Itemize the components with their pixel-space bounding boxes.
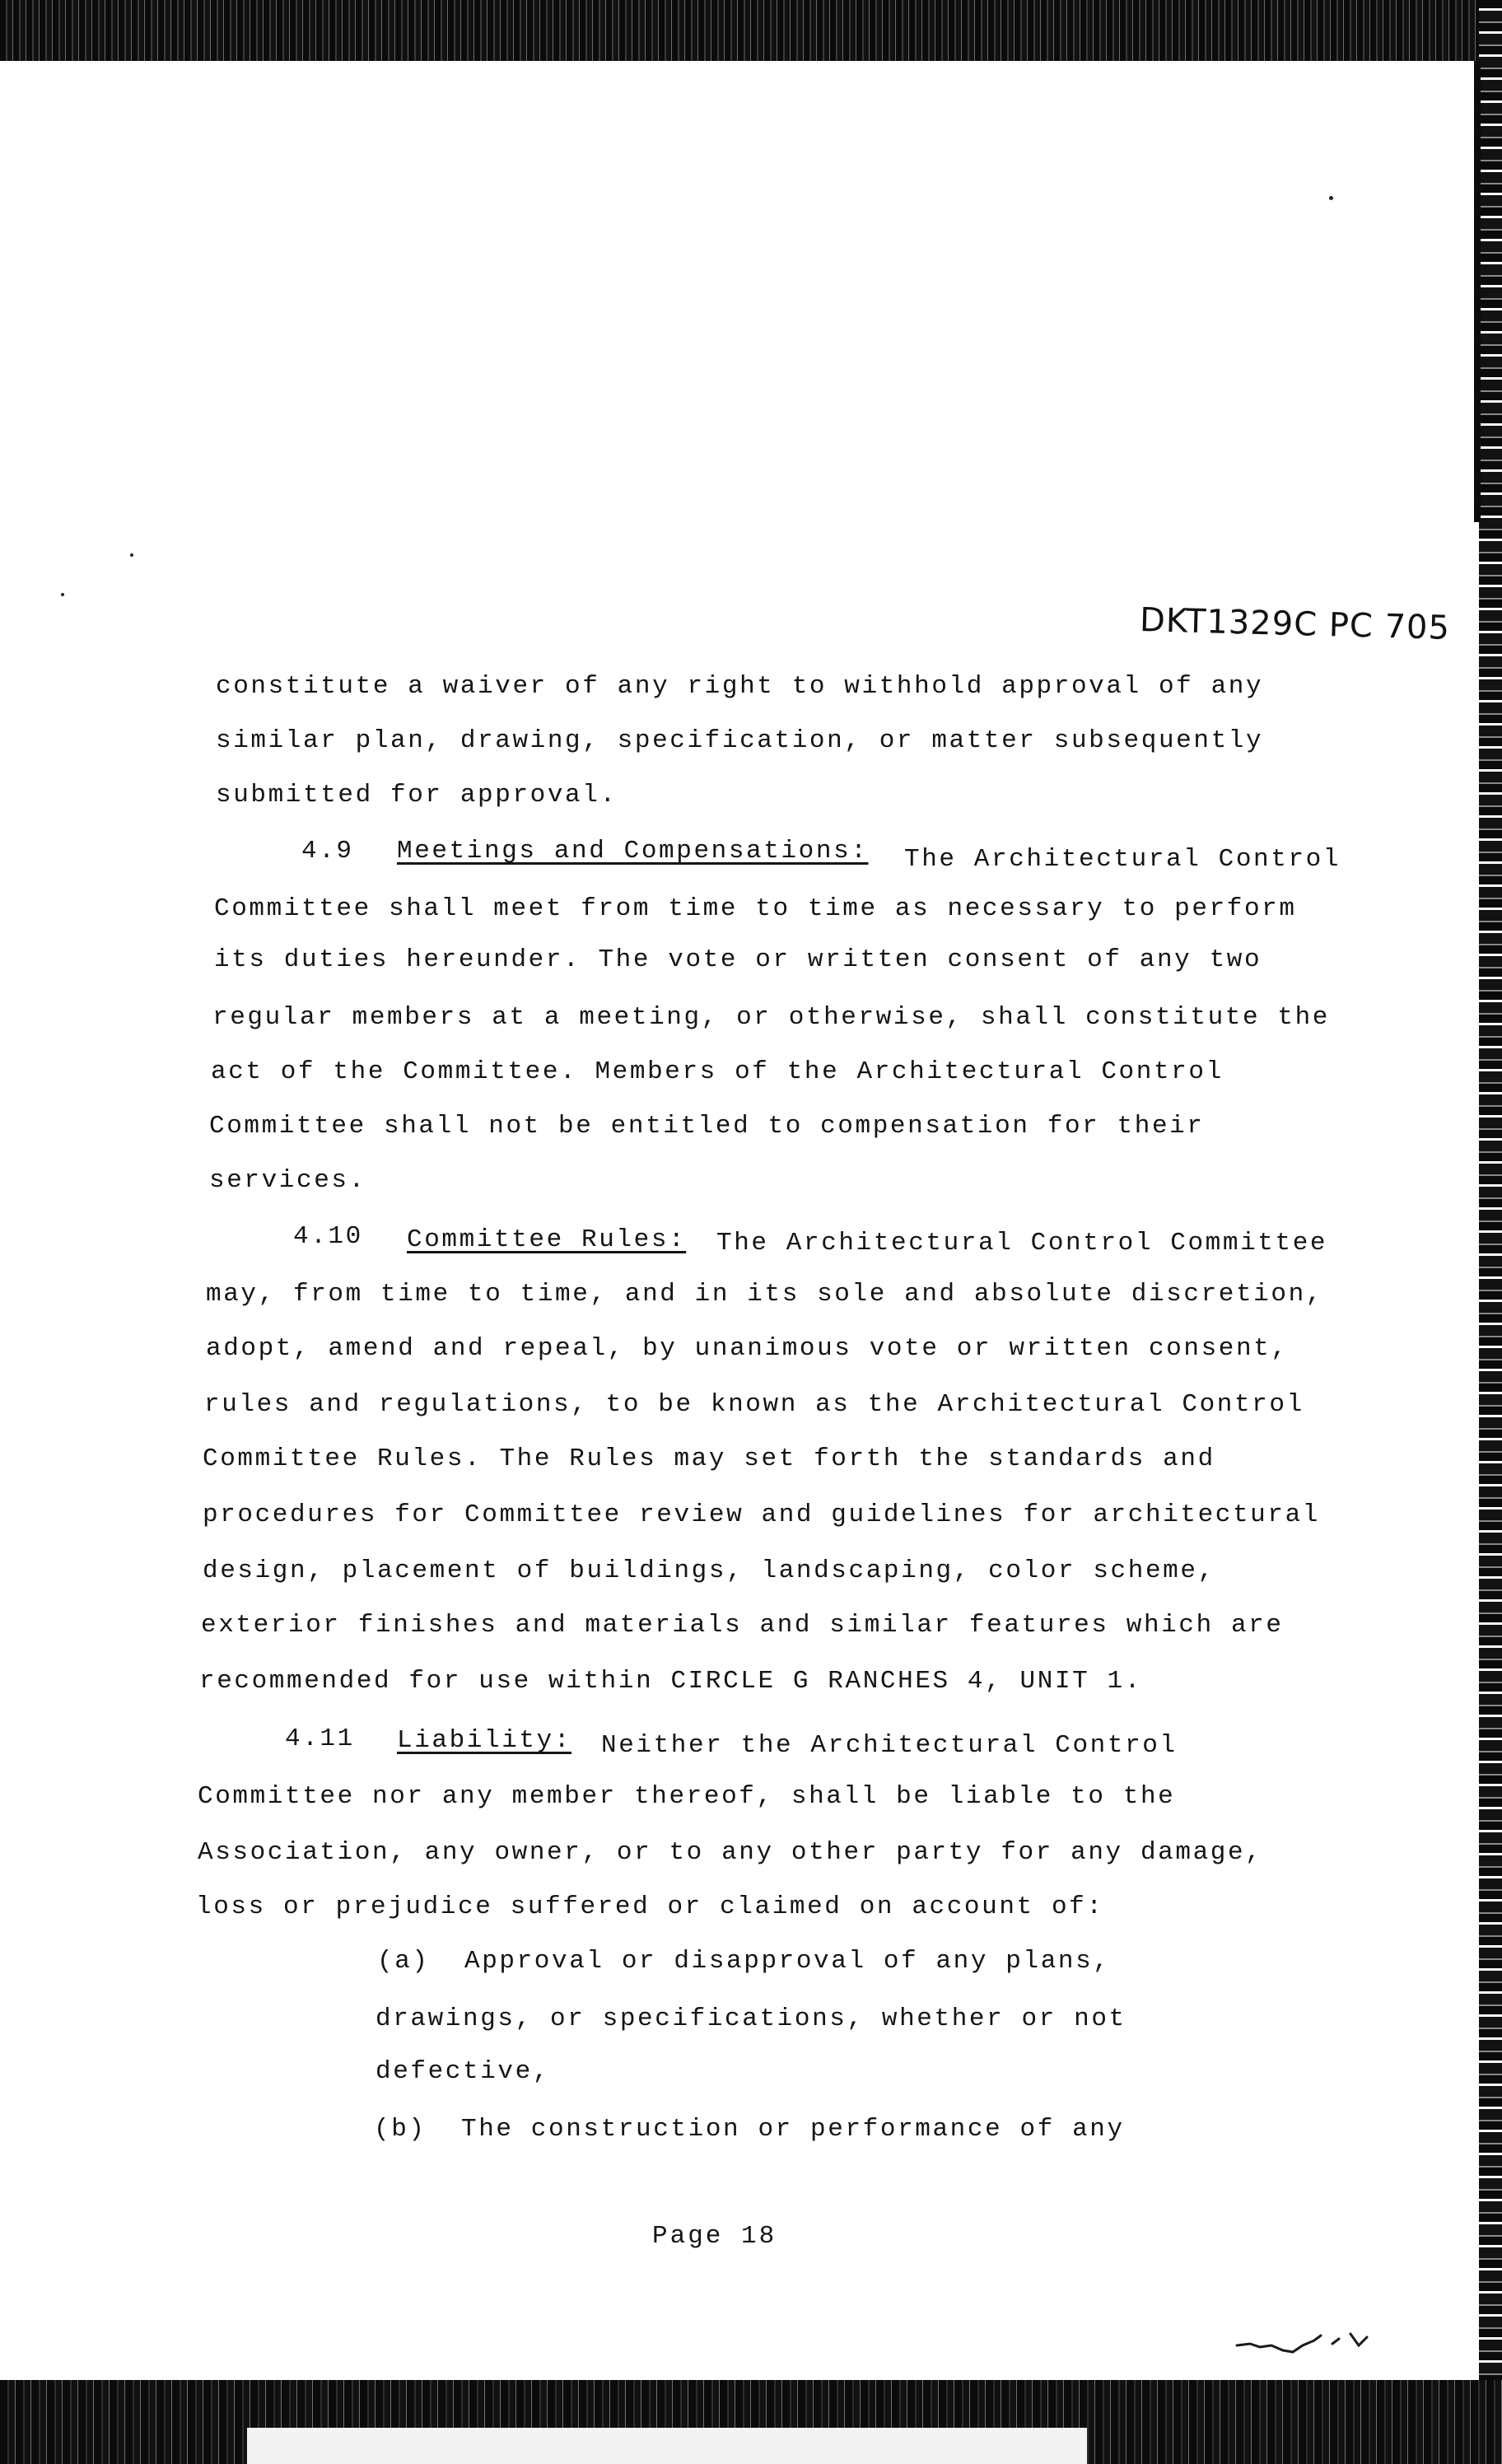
text-line: exterior finishes and materials and similar features which are	[201, 1611, 1284, 1640]
section-number: 4.11	[285, 1724, 355, 1753]
text-line: Association, any owner, or to any other party for any damage,	[198, 1838, 1263, 1867]
section-heading: Meetings and Compensations:	[397, 837, 869, 866]
text-line: its duties hereunder. The vote or written consent of any two	[214, 945, 1262, 974]
text-line: adopt, amend and repeal, by unanimous vote or written consent,	[206, 1334, 1289, 1363]
list-item-text: drawings, or specifications, whether or not	[376, 2004, 1126, 2033]
list-item-label: (b)	[374, 2115, 427, 2144]
text-line: constitute a waiver of any right to withhold approval of any	[216, 672, 1264, 701]
section-heading: Committee Rules:	[407, 1225, 687, 1254]
scan-speck	[61, 593, 64, 596]
text-line: Neither the Architectural Control	[601, 1731, 1178, 1760]
text-line: may, from time to time, and in its sole and absolute discretion,	[206, 1280, 1323, 1309]
list-item-text: The construction or performance of any	[461, 2115, 1125, 2144]
text-line: services.	[209, 1166, 366, 1195]
text-line: procedures for Committee review and guidelines for architectural	[203, 1500, 1320, 1529]
text-line: regular members at a meeting, or otherwise, shall constitute the	[212, 1003, 1330, 1032]
text-line: The Architectural Control	[904, 845, 1341, 874]
scan-bottom-strip	[247, 2428, 1087, 2464]
scan-speck	[1329, 196, 1333, 200]
text-line: submitted for approval.	[216, 781, 618, 810]
scan-speck	[130, 553, 133, 557]
text-line: design, placement of buildings, landscaping, color scheme,	[203, 1556, 1215, 1585]
page-number: Page 18	[652, 2222, 777, 2251]
text-line: Committee shall meet from time to time as necessary to perform	[214, 894, 1297, 923]
text-line: rules and regulations, to be known as the Architectural Control	[204, 1390, 1304, 1419]
text-line: Committee nor any member thereof, shall be liable to the	[198, 1782, 1176, 1811]
scan-border-right-shadow	[1474, 61, 1481, 522]
list-item-text: defective,	[376, 2057, 551, 2086]
text-line: similar plan, drawing, specification, or matter subsequently	[216, 726, 1264, 755]
text-line: Committee shall not be entitled to compensation for their	[209, 1112, 1205, 1141]
text-line: recommended for use within CIRCLE G RANCHES 4, UNIT 1.	[199, 1667, 1142, 1696]
text-line: Committee Rules. The Rules may set forth the standards and	[203, 1444, 1215, 1473]
text-line: act of the Committee. Members of the Architectural Control	[211, 1057, 1224, 1086]
section-heading: Liability:	[397, 1726, 572, 1755]
text-line: The Architectural Control Committee	[716, 1229, 1328, 1258]
list-item-label: (a)	[377, 1947, 430, 1976]
section-number: 4.9	[301, 837, 354, 866]
text-line: loss or prejudice suffered or claimed on account of:	[196, 1892, 1104, 1921]
scan-border-right	[1479, 0, 1502, 2464]
handwritten-mark	[1235, 2327, 1408, 2360]
document-stamp: DKT1329C PC 705	[1139, 601, 1451, 647]
scan-border-top	[0, 0, 1502, 61]
list-item-text: Approval or disapproval of any plans,	[464, 1947, 1111, 1976]
section-number: 4.10	[293, 1222, 363, 1251]
